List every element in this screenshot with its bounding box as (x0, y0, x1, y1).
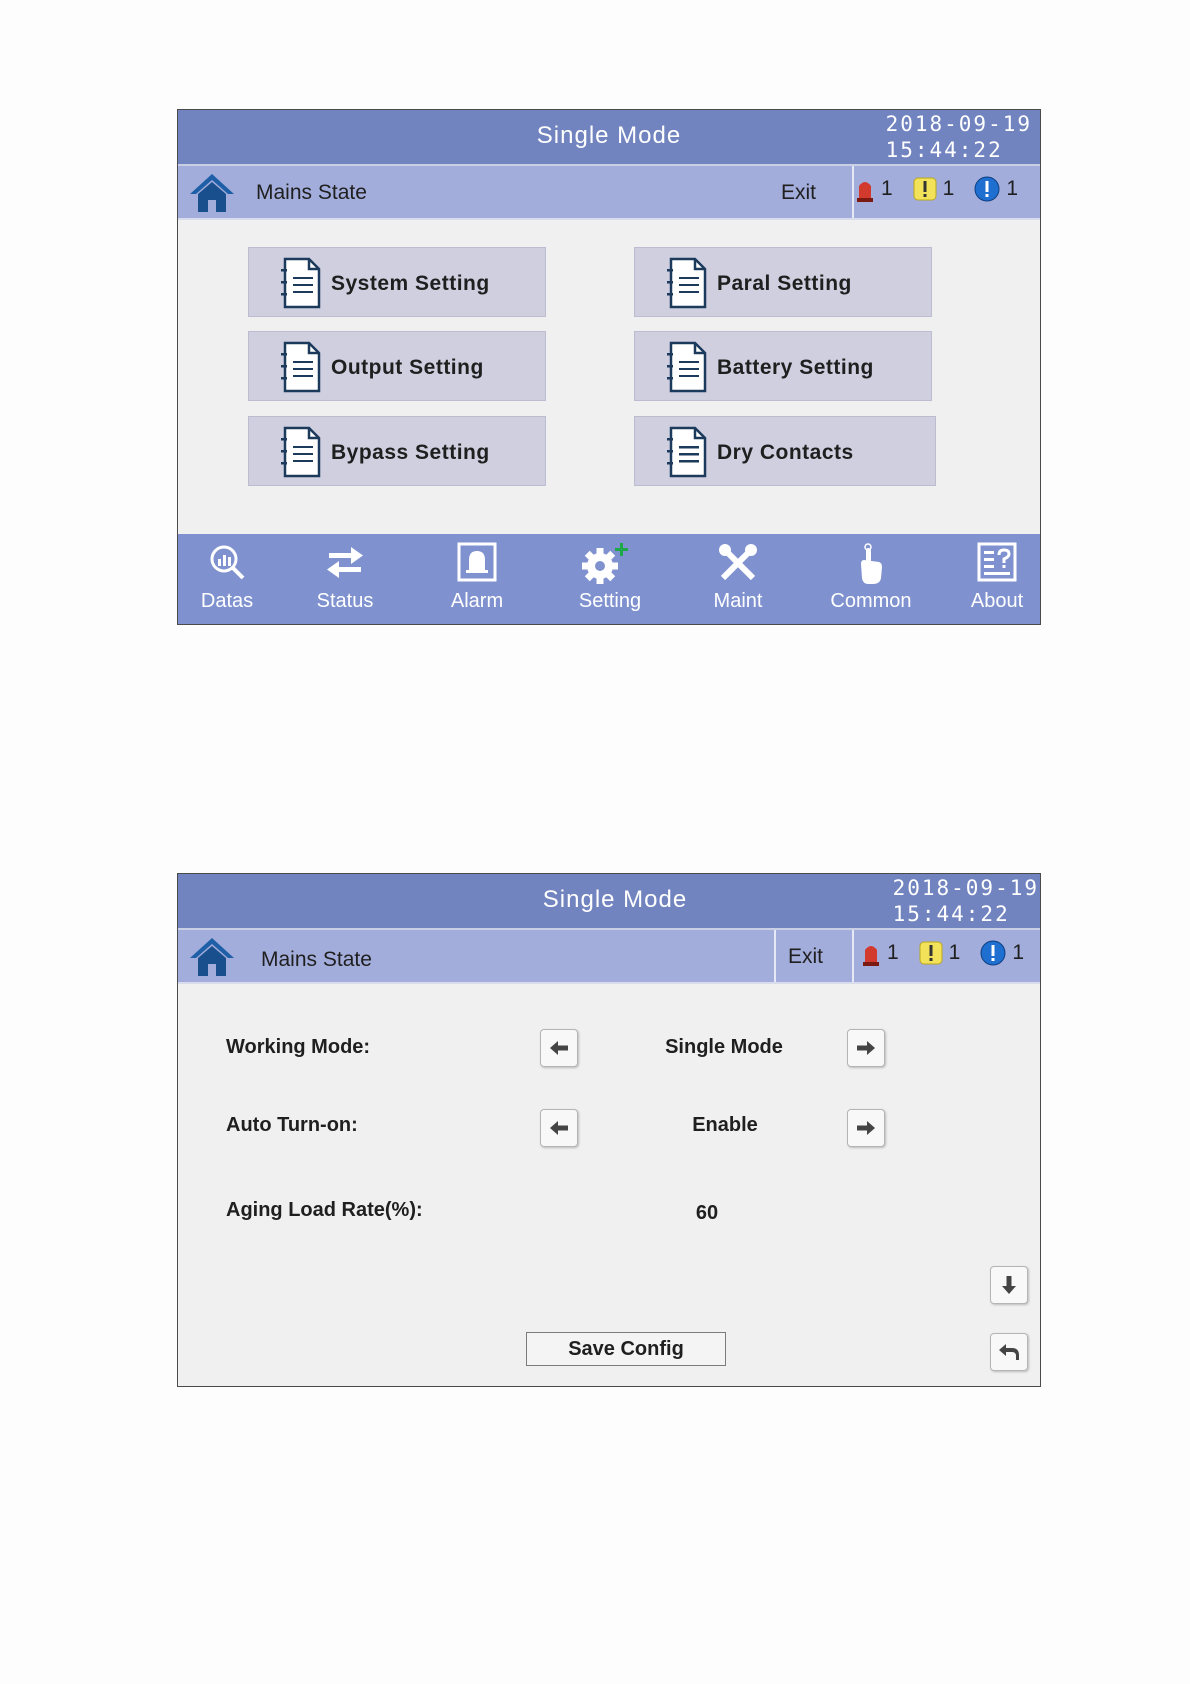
divider (852, 930, 854, 982)
about-icon (977, 542, 1017, 582)
menu-button-label: Paral Setting (717, 272, 852, 295)
page-down-button[interactable] (990, 1266, 1028, 1304)
tools-icon (717, 542, 759, 584)
paral-setting-button[interactable] (634, 247, 932, 317)
arrow-down-icon (998, 1274, 1020, 1296)
battery-setting-button[interactable] (634, 331, 932, 401)
nav-about[interactable] (942, 534, 1041, 624)
settings-menu-screen (177, 109, 1041, 625)
mode-title: Single Mode (542, 886, 688, 913)
blue-info-icon (980, 940, 1006, 966)
yellow-warning-icon (919, 941, 943, 965)
nav-label: Alarm (450, 590, 504, 612)
home-icon[interactable] (188, 172, 236, 214)
document-icon (665, 341, 707, 393)
yellow-warning-count: 1 (942, 177, 955, 200)
hand-pointer-icon (851, 542, 891, 586)
bottom-nav-bar (178, 534, 1040, 624)
date: 2018-09-19 (892, 876, 1039, 900)
nav-label: Datas (200, 590, 254, 612)
mains-state-label: Mains State (256, 181, 367, 204)
red-alarm-count: 1 (880, 177, 893, 200)
datetime (893, 875, 1039, 927)
auto-turn-on-label: Auto Turn-on: (226, 1114, 358, 1136)
nav-label: Common (830, 590, 912, 612)
nav-label: Status (316, 590, 374, 612)
document-icon (279, 341, 321, 393)
working-mode-value: Single Mode (665, 1036, 783, 1058)
system-setting-button[interactable] (248, 247, 546, 317)
time: 15:44:22 (885, 138, 1003, 162)
document-icon (279, 426, 321, 478)
menu-button-label: Battery Setting (717, 356, 874, 379)
yellow-warning-icon (913, 177, 937, 201)
red-alarm-icon (861, 940, 881, 966)
bypass-setting-button[interactable] (248, 416, 546, 486)
nav-common[interactable] (816, 534, 926, 624)
title-bar (178, 874, 1040, 930)
divider (852, 166, 854, 218)
output-setting-button[interactable] (248, 331, 546, 401)
yellow-warning-count: 1 (948, 941, 961, 964)
nav-setting[interactable] (555, 534, 665, 624)
mains-state-label: Mains State (261, 948, 372, 971)
nav-alarm[interactable] (422, 534, 532, 624)
working-mode-next-button[interactable] (847, 1029, 885, 1067)
dry-contacts-button[interactable] (634, 416, 936, 486)
document-icon (665, 426, 707, 478)
working-mode-prev-button[interactable] (540, 1029, 578, 1067)
blue-info-icon (974, 176, 1000, 202)
nav-label: Maint (713, 590, 763, 612)
aging-load-rate-label: Aging Load Rate(%): (226, 1199, 423, 1221)
alarm-counters[interactable] (861, 940, 1024, 966)
exit-button[interactable]: Exit (781, 181, 817, 204)
red-alarm-count: 1 (886, 941, 899, 964)
menu-button-label: Bypass Setting (331, 441, 490, 464)
status-icon (325, 542, 365, 582)
arrow-left-icon (548, 1117, 570, 1139)
save-config-button[interactable]: Save Config (526, 1332, 726, 1366)
auto-turn-on-prev-button[interactable] (540, 1109, 578, 1147)
time: 15:44:22 (892, 902, 1010, 926)
status-bar (178, 166, 1040, 220)
nav-status[interactable] (290, 534, 400, 624)
home-icon[interactable] (188, 936, 236, 978)
document-icon (279, 257, 321, 309)
alarm-icon (457, 542, 497, 582)
nav-datas[interactable] (177, 534, 282, 624)
aging-load-rate-value[interactable]: 60 (695, 1202, 719, 1224)
title-bar (178, 110, 1040, 166)
status-bar (178, 930, 1040, 984)
menu-button-label: System Setting (331, 272, 490, 295)
system-setting-screen (177, 873, 1041, 1387)
auto-turn-on-next-button[interactable] (847, 1109, 885, 1147)
nav-label: Setting (578, 590, 642, 612)
nav-maint[interactable] (683, 534, 793, 624)
blue-info-count: 1 (1006, 177, 1018, 200)
exit-button[interactable]: Exit (788, 945, 824, 968)
nav-label: About (970, 590, 1024, 612)
datetime (886, 111, 1032, 163)
arrow-right-icon (855, 1037, 877, 1059)
blue-info-count: 1 (1012, 941, 1024, 964)
working-mode-label: Working Mode: (226, 1036, 371, 1058)
auto-turn-on-value: Enable (692, 1114, 758, 1136)
mode-title: Single Mode (536, 122, 682, 149)
datas-icon (207, 542, 247, 582)
back-button[interactable] (990, 1333, 1028, 1371)
document-icon (665, 257, 707, 309)
alarm-counters[interactable] (855, 176, 1018, 202)
divider (774, 930, 776, 982)
arrow-right-icon (855, 1117, 877, 1139)
arrow-left-icon (548, 1037, 570, 1059)
date: 2018-09-19 (885, 112, 1032, 136)
gear-icon (578, 542, 642, 586)
menu-button-label: Dry Contacts (717, 441, 854, 464)
menu-button-label: Output Setting (331, 356, 484, 379)
return-arrow-icon (998, 1341, 1020, 1363)
red-alarm-icon (855, 176, 875, 202)
